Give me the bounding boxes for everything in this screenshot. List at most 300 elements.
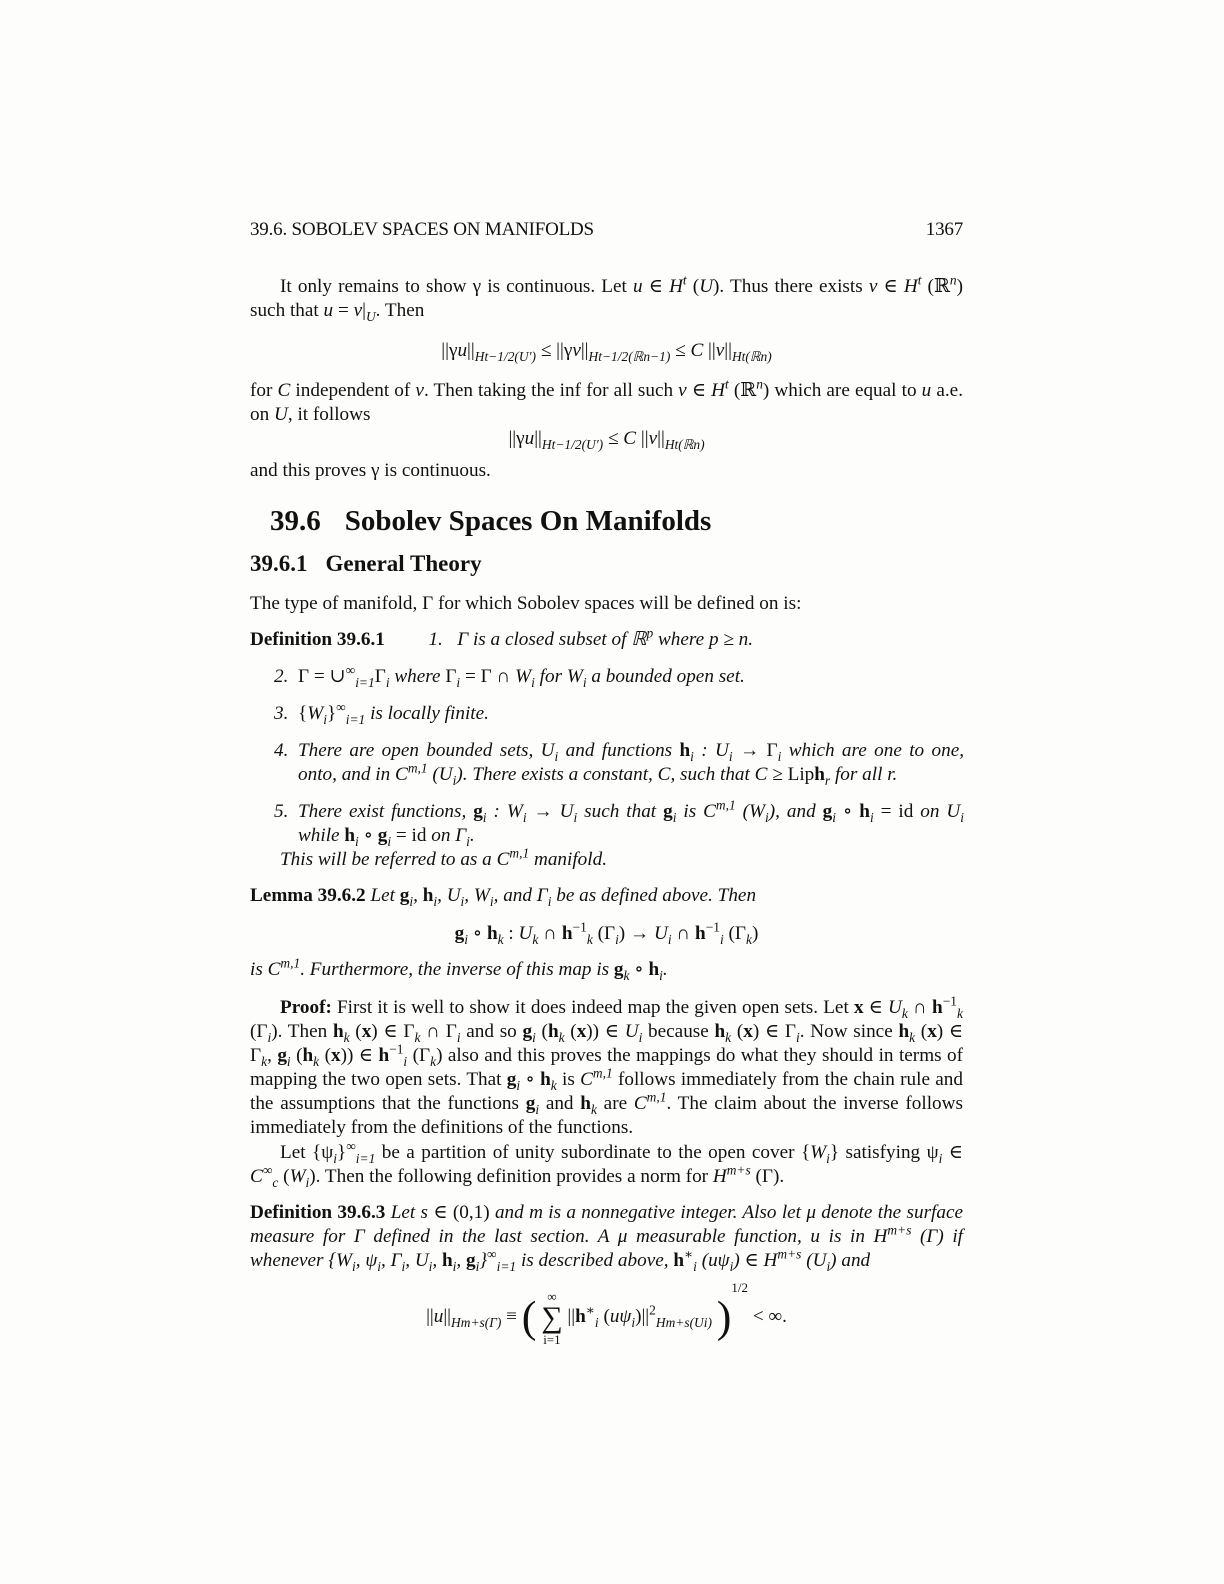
math-segment: are [596, 1093, 634, 1114]
math-segment: U [699, 276, 714, 297]
math-segment: because [642, 1021, 715, 1042]
math-segment: i [456, 674, 461, 690]
math-segment: g [522, 1021, 533, 1042]
math-segment: u [524, 428, 535, 449]
math-segment: m,1 [715, 797, 736, 813]
math-segment: = [333, 300, 354, 321]
math-segment: || [724, 340, 732, 361]
math-segment: be as defined above. Then [551, 885, 757, 906]
math-segment: i [869, 809, 874, 825]
math-segment: Ht(ℝn) [731, 348, 772, 364]
definition-item-5-row [274, 797, 965, 849]
math-segment: i [475, 1258, 480, 1274]
math-segment: i [547, 893, 552, 909]
proof-body [250, 993, 964, 1138]
math-segment: C [623, 428, 637, 449]
math-segment: i [323, 711, 327, 727]
math-segment: g [473, 801, 483, 822]
math-segment: m,1 [592, 1065, 613, 1081]
math-segment: i [460, 893, 465, 909]
math-segment: Γ = ∪ [298, 666, 346, 687]
math-segment: ( [349, 1021, 362, 1042]
math-segment: is locally finite. [365, 703, 489, 724]
math-segment: i [466, 833, 470, 849]
math-segment: , [456, 1250, 466, 1271]
running-title: 39.6. SOBOLEV SPACES ON MANIFOLDS [250, 219, 594, 240]
math-segment: g [466, 1250, 476, 1271]
partition-paragraph [250, 1138, 963, 1190]
math-segment: k [623, 967, 630, 983]
math-segment: k [261, 1053, 268, 1069]
sum-symbol: ∑ [541, 1300, 563, 1334]
math-segment: i [409, 893, 414, 909]
math-segment: ∗ [585, 1302, 595, 1318]
math-segment: ) [751, 923, 759, 944]
math-segment: (Γ [407, 1045, 431, 1066]
math-segment: ≡ [501, 1306, 522, 1327]
math-segment: i [672, 809, 677, 825]
math-segment: g [506, 1069, 517, 1090]
math-segment: g [377, 825, 388, 846]
math-segment: v [868, 276, 878, 297]
math-segment: , U [405, 1250, 429, 1271]
math-segment: || [580, 340, 589, 361]
norm-lhs [426, 1306, 522, 1330]
item-number: 5. [274, 801, 289, 822]
item-number: 3. [274, 703, 289, 724]
math-segment: || [567, 1306, 576, 1327]
math-segment: , [267, 1045, 278, 1066]
math-segment: C [580, 1069, 593, 1090]
math-segment: x [330, 1045, 341, 1066]
math-segment: h [898, 1021, 910, 1042]
math-segment: i [531, 674, 535, 690]
definition-item-4-row [274, 739, 964, 787]
summand [567, 1302, 712, 1330]
math-segment: . Then [375, 300, 425, 321]
intro-paragraph-3 [250, 459, 963, 483]
math-segment: H [711, 380, 725, 401]
equation-trace-bound [250, 340, 963, 362]
math-segment: h [932, 997, 943, 1018]
math-segment: ||γ [441, 340, 458, 361]
math-segment: x [927, 1021, 937, 1042]
summation [541, 1290, 562, 1346]
lemma-tail [250, 955, 963, 983]
math-segment: ∩ Γ [420, 1021, 457, 1042]
math-segment: ) ∈ Γ [250, 1021, 964, 1066]
math-segment: m,1 [407, 760, 428, 776]
math-segment: H [903, 276, 918, 297]
math-segment: It only remains to show γ is continuous. Let [280, 276, 633, 297]
math-segment: and this proves γ is continuous. [250, 460, 491, 481]
math-segment: p [708, 629, 719, 650]
definition-item-5 [298, 797, 965, 849]
math-segment: ) ∈ Γ [371, 1021, 415, 1042]
math-segment: n [756, 376, 763, 392]
math-segment: for W [534, 666, 583, 687]
definition-item-2-row [274, 662, 964, 690]
math-segment: Ht−1/2(U′) [474, 348, 537, 364]
math-segment: i [401, 1258, 406, 1274]
math-segment: p [646, 625, 654, 641]
math-segment: v [353, 300, 363, 321]
math-segment: → U [526, 801, 574, 822]
math-segment: g [822, 801, 833, 822]
math-segment: h [714, 1021, 726, 1042]
math-segment: ∈ [863, 997, 889, 1018]
math-segment: where [653, 629, 709, 650]
math-segment: −1 [942, 993, 958, 1009]
math-segment: a bounded open set. [586, 666, 745, 687]
math-segment: i [286, 1053, 291, 1069]
math-segment: U [624, 1021, 639, 1042]
math-segment: ) which are equal to [762, 380, 922, 401]
math-segment: } satisfying ψ [829, 1142, 939, 1163]
math-segment: g [277, 1045, 287, 1066]
math-segment: This will be referred to as a C [280, 849, 510, 870]
math-segment: Ht−1/2(U′) [541, 436, 604, 452]
lemma-equation [250, 921, 963, 945]
sum-upper-limit: ∞ [547, 1288, 557, 1304]
math-segment: h [679, 740, 691, 761]
math-segment: m,1 [509, 845, 530, 861]
math-segment: ∩ [538, 923, 562, 944]
math-segment: i [387, 833, 392, 849]
math-segment: U [365, 308, 376, 324]
math-segment: i [489, 893, 494, 909]
math-segment: ( [915, 1021, 928, 1042]
math-segment: ( [535, 1021, 548, 1042]
math-segment: ∞ [345, 662, 356, 678]
math-segment: k [725, 1029, 732, 1045]
math-segment: i [464, 931, 468, 947]
math-segment: ) ∈ Γ [752, 1021, 796, 1042]
subsection-heading [250, 551, 482, 577]
math-segment: t [725, 376, 729, 392]
math-segment: i [452, 772, 457, 788]
math-segment: i [385, 674, 390, 690]
math-segment: ≤ [670, 340, 691, 361]
math-segment: ∘ [467, 923, 487, 944]
math-segment: (U [427, 764, 453, 785]
math-segment: i=1 [355, 674, 375, 690]
definition-item-3 [298, 699, 489, 727]
math-segment: h [302, 1045, 314, 1066]
math-segment: ( [278, 1166, 290, 1187]
math-segment: )|| [635, 1306, 650, 1327]
math-segment: u [921, 380, 932, 401]
math-segment: W [515, 666, 532, 687]
math-segment: g [613, 959, 624, 980]
math-segment: and [539, 1093, 581, 1114]
math-segment: i [938, 1150, 943, 1166]
math-segment: i [826, 1150, 830, 1166]
math-segment: follows immediately from the chain rule and the assumptions that the functions [250, 1069, 963, 1114]
math-segment: ∗ [684, 1246, 694, 1262]
math-segment: C [633, 1093, 647, 1114]
math-segment: x [853, 997, 864, 1018]
math-segment: (W [735, 801, 766, 822]
math-segment: i [532, 1029, 536, 1045]
math-segment: ) such that [250, 276, 963, 321]
lemma-39-6-2 [250, 884, 963, 908]
math-segment: h [486, 923, 498, 944]
lead-paragraph [250, 592, 963, 616]
math-segment: i [351, 1258, 356, 1274]
lemma-statement [370, 885, 757, 909]
math-segment: i [428, 1258, 433, 1274]
equation-trace-inf [250, 428, 963, 450]
math-segment: . Furthermore, the inverse of this map is [300, 959, 614, 980]
math-segment: C [277, 380, 291, 401]
math-segment: ). There exists a constant, C, such that C ≥ [456, 764, 788, 785]
lemma-label: Lemma 39.6.2 [250, 885, 366, 906]
math-segment: i [638, 1029, 643, 1045]
math-segment: U [273, 404, 288, 425]
math-segment: W [307, 703, 324, 724]
math-segment: W [289, 1166, 306, 1187]
math-segment: i [267, 1029, 272, 1045]
math-segment: 2 [649, 1302, 656, 1318]
math-segment: . [662, 959, 668, 980]
math-segment: v [715, 340, 725, 361]
math-segment: manifold. [529, 849, 607, 870]
math-segment: } [479, 1250, 488, 1271]
left-paren: ( [521, 1292, 537, 1342]
math-segment: . [748, 629, 754, 650]
proof-paragraph [250, 993, 964, 1140]
math-segment: i [305, 1174, 310, 1190]
definition-item-3-row [274, 699, 964, 727]
definition-label: Definition 39.6.1 [250, 629, 385, 650]
math-segment: || [467, 340, 475, 361]
math-segment: i [594, 1314, 599, 1330]
math-segment: ∩ [907, 997, 933, 1018]
math-segment: ( [686, 276, 700, 297]
math-segment: i=1 [345, 711, 366, 727]
math-segment: a.e. on [250, 380, 963, 425]
math-segment: (uψ [696, 1250, 730, 1271]
math-segment: k [586, 931, 593, 947]
sum-lower-limit: i=1 [543, 1331, 561, 1347]
math-segment: ∞ [336, 699, 346, 715]
math-segment: , [432, 1250, 442, 1271]
item-number: 2. [274, 666, 289, 687]
math-segment: is C [676, 801, 716, 822]
math-segment: i [826, 1258, 831, 1274]
math-segment: i [615, 931, 619, 947]
math-segment: , ψ [355, 1250, 378, 1271]
norm-rhs: < ∞. [752, 1306, 787, 1327]
math-segment: and m is a nonnegative integer. Also let μ denote the surface measure for Γ defined in the last section. A μ measurable function, u is in H [250, 1202, 963, 1247]
math-segment: k [550, 1077, 557, 1093]
intro-paragraph-1 [250, 272, 963, 324]
math-segment: i [554, 748, 559, 764]
math-segment: | [362, 300, 366, 321]
math-segment: ). Then [271, 1021, 333, 1042]
math-segment: h [332, 1021, 344, 1042]
page-number: 1367 [925, 219, 963, 240]
math-segment: ( [290, 1045, 303, 1066]
math-segment: } [326, 703, 337, 724]
math-segment: ∈ [942, 1142, 963, 1163]
math-segment: i [482, 809, 487, 825]
math-segment: is described above, [516, 1250, 674, 1271]
math-segment: ∘ [629, 959, 649, 980]
math-segment: m+s [726, 1162, 751, 1178]
math-segment: ≤ ||γ [536, 340, 573, 361]
math-segment: i=1 [496, 1258, 517, 1274]
math-segment: m,1 [646, 1089, 667, 1105]
math-segment: || [534, 428, 542, 449]
math-segment: i=1 [355, 1150, 376, 1166]
math-segment: . The claim about the inverse follows immediately from the definitions of the functions. [250, 1093, 963, 1138]
definition-item-4 [298, 739, 964, 787]
definition-closing [280, 845, 970, 872]
math-segment: v [572, 340, 581, 361]
math-segment: || [657, 428, 665, 449]
math-segment: ( [598, 1306, 610, 1327]
math-segment: v [678, 380, 687, 401]
math-segment: (ℝ [921, 276, 950, 297]
math-segment: i [355, 833, 359, 849]
math-segment: } [336, 1142, 347, 1163]
section-title: Sobolev Spaces On Manifolds [344, 505, 712, 537]
math-segment: ||γ [508, 428, 525, 449]
math-segment: v [648, 428, 658, 449]
math-segment: k [313, 1053, 320, 1069]
math-segment: is C [250, 959, 281, 980]
math-segment: There are open bounded sets, U [298, 740, 555, 761]
subsection-number: 39.6.1 [250, 551, 308, 576]
math-segment: )) ∈ [340, 1045, 379, 1066]
math-segment: { [298, 703, 308, 724]
math-segment: u [633, 276, 643, 297]
math-segment: ) also and this proves the mappings do what they should in terms of mapping the two open sets. That [250, 1045, 964, 1090]
math-segment: || [443, 1306, 452, 1327]
math-segment: i [377, 1258, 381, 1274]
math-segment: (Γ [250, 1021, 268, 1042]
math-segment: (Γ [592, 923, 616, 944]
math-segment: k [746, 931, 752, 947]
math-segment: i [765, 809, 769, 825]
math-segment: . Then taking the inf for all such [423, 380, 679, 401]
math-segment: h [422, 885, 434, 906]
math-segment: , Γ [380, 1250, 402, 1271]
math-segment: r [824, 772, 831, 788]
math-segment: ) and [830, 1250, 871, 1271]
math-segment: k [532, 931, 539, 947]
math-segment: h [561, 923, 573, 944]
math-segment: Γ [445, 666, 457, 687]
math-segment: ∈ [877, 276, 904, 297]
item-number: 4. [274, 740, 289, 761]
math-segment: i [796, 1029, 800, 1045]
math-segment: ∈ [642, 276, 670, 297]
math-segment: ∞ [262, 1162, 273, 1178]
math-segment: ≤ [603, 428, 624, 449]
math-segment: Lip [787, 764, 815, 785]
math-segment: v [415, 380, 424, 401]
math-segment: k [901, 1005, 908, 1021]
definition-label: Definition 39.6.3 [250, 1202, 386, 1223]
math-segment: g [454, 923, 465, 944]
section-heading [270, 505, 711, 538]
math-segment: i [693, 1258, 697, 1274]
right-paren: ) [716, 1292, 732, 1342]
math-segment: i [631, 1314, 636, 1330]
math-segment: k [430, 1053, 437, 1069]
math-segment: i [832, 809, 836, 825]
math-segment: h [859, 801, 870, 822]
math-segment: n [949, 272, 957, 288]
math-segment: n [738, 629, 749, 650]
norm-exponent: 1/2 [731, 1280, 749, 1295]
math-segment: independent of [290, 380, 416, 401]
math-segment: H [712, 1166, 727, 1187]
math-segment: : U [693, 740, 729, 761]
math-segment: (ℝ [728, 380, 757, 401]
math-segment: on U [913, 801, 961, 822]
math-segment: i [456, 1029, 461, 1045]
math-segment: −1 [389, 1041, 404, 1057]
math-segment: c [272, 1174, 279, 1190]
math-segment: be a partition of unity subordinate to the open cover { [375, 1142, 811, 1163]
math-segment: ∘ [358, 825, 378, 846]
math-segment: such that [577, 801, 664, 822]
math-segment: U [518, 923, 533, 944]
math-segment: , it follows [287, 404, 371, 425]
math-segment: −1 [572, 919, 587, 935]
math-segment: Γ [374, 666, 386, 687]
math-segment: Hm+s(Γ) [451, 1314, 502, 1330]
math-segment: (0,1) [452, 1202, 490, 1223]
math-segment: k [558, 1029, 565, 1045]
math-segment: g [399, 885, 410, 906]
math-segment: and so [460, 1021, 523, 1042]
math-segment: )) ∈ [586, 1021, 625, 1042]
math-segment: , and Γ [493, 885, 548, 906]
math-segment: . [469, 825, 475, 846]
math-segment: i [659, 967, 663, 983]
math-segment: t [917, 272, 922, 288]
norm-equation [250, 1280, 963, 1347]
math-segment: = Γ ∩ [460, 666, 516, 687]
math-segment: U [888, 997, 902, 1018]
math-segment: Let [370, 885, 400, 906]
math-segment: i [690, 748, 694, 764]
math-segment: m,1 [280, 955, 301, 971]
math-segment: ( [319, 1045, 331, 1066]
math-segment: which are one to one, onto, and in C [298, 740, 965, 785]
math-segment: i [433, 893, 438, 909]
math-segment: Let {ψ [280, 1142, 334, 1163]
math-segment: ≥ [718, 629, 739, 650]
math-segment: ). Then the following definition provides a norm for [309, 1166, 713, 1187]
math-segment: h [442, 1250, 453, 1271]
math-segment: i [333, 1150, 337, 1166]
math-segment: i [573, 809, 578, 825]
math-segment: i [516, 1077, 521, 1093]
math-segment: i [452, 1258, 457, 1274]
math-segment: , W [464, 885, 490, 906]
math-segment: m+s [887, 1222, 912, 1238]
math-segment: for [250, 380, 278, 401]
section-number: 39.6 [270, 505, 321, 537]
definition-item-1 [457, 625, 754, 650]
math-segment: , U [437, 885, 461, 906]
